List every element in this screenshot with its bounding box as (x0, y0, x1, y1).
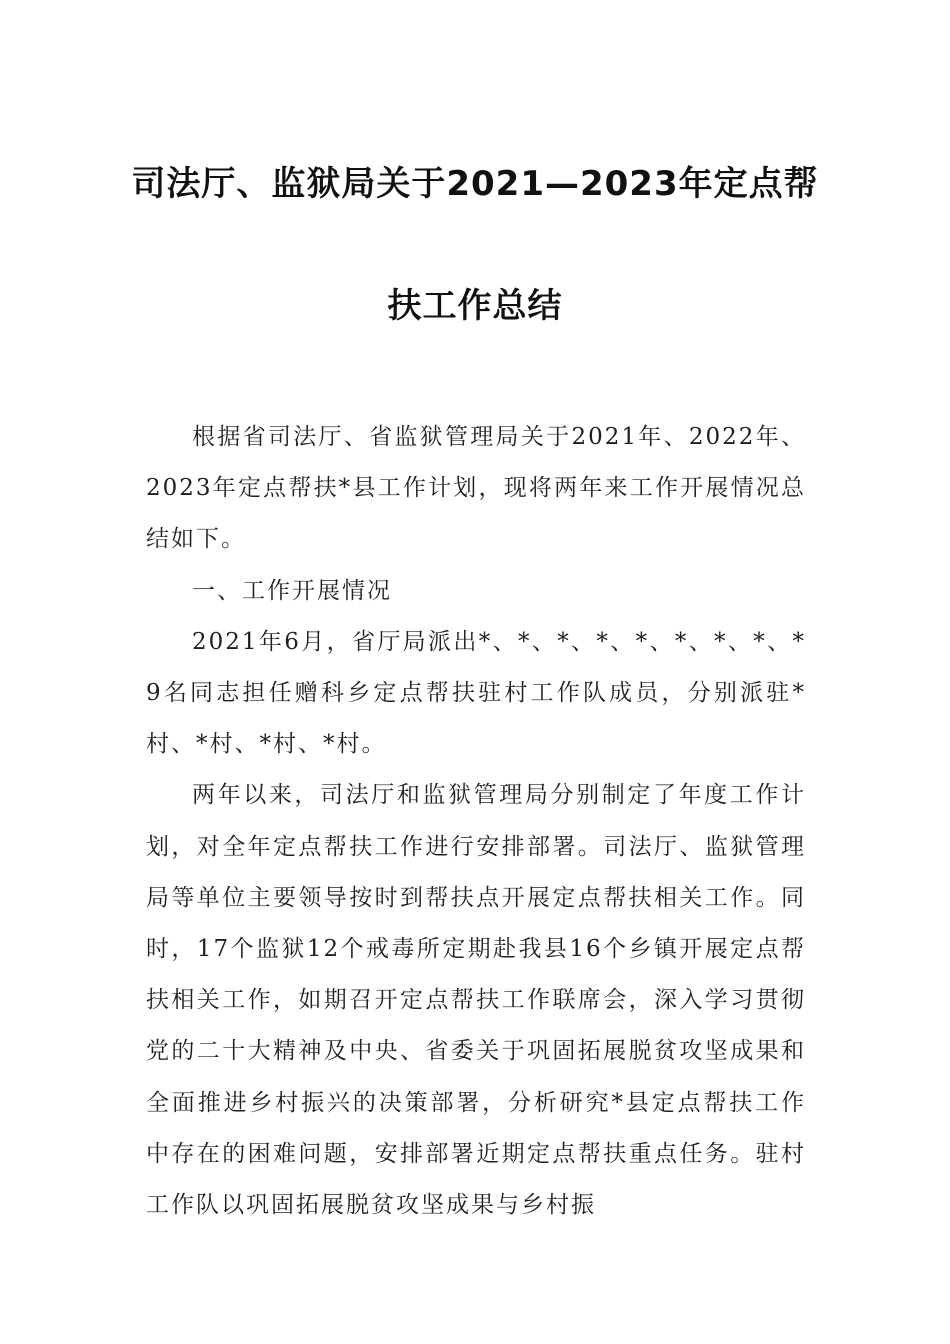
document-title-line-1: 司法厅、监狱局关于2021—2023年定点帮 (131, 164, 819, 204)
document-title-line-2: 扶工作总结 (387, 286, 563, 326)
section-heading-1: 一、工作开展情况 (192, 577, 392, 604)
paragraph-work-summary: 两年以来，司法厅和监狱管理局分别制定了年度工作计划，对全年定点帮扶工作进行安排部署。司法厅、监狱管理局等单位主要领导按时到帮扶点开展定点帮扶相关工作。同时，17个监狱12个戒毒所定期赴我县16个乡镇开展定点帮扶相关工作，如期召开定点帮扶工作联席会，深入学习贯彻党的二十大精神及中央、省委关于巩固拓展脱贫攻坚成果和全面推进乡村振兴的决策部署，分析研究*县定点帮扶工作中存在的困难问题，安排部署近期定点帮扶重点任务。驻村工作队以巩固拓展脱贫攻坚成果与乡村振 (146, 782, 806, 1219)
paragraph-intro: 根据省司法厅、省监狱管理局关于2021年、2022年、2023年定点帮扶*县工作计划，现将两年来工作开展情况总结如下。 (146, 424, 806, 553)
document-body (146, 412, 806, 1231)
paragraph-dispatch: 2021年6月，省厅局派出*、*、*、*、*、*、*、*、*9名同志担任赠科乡定点帮扶驻村工作队成员，分别派驻*村、*村、*村、*村。 (146, 628, 806, 758)
